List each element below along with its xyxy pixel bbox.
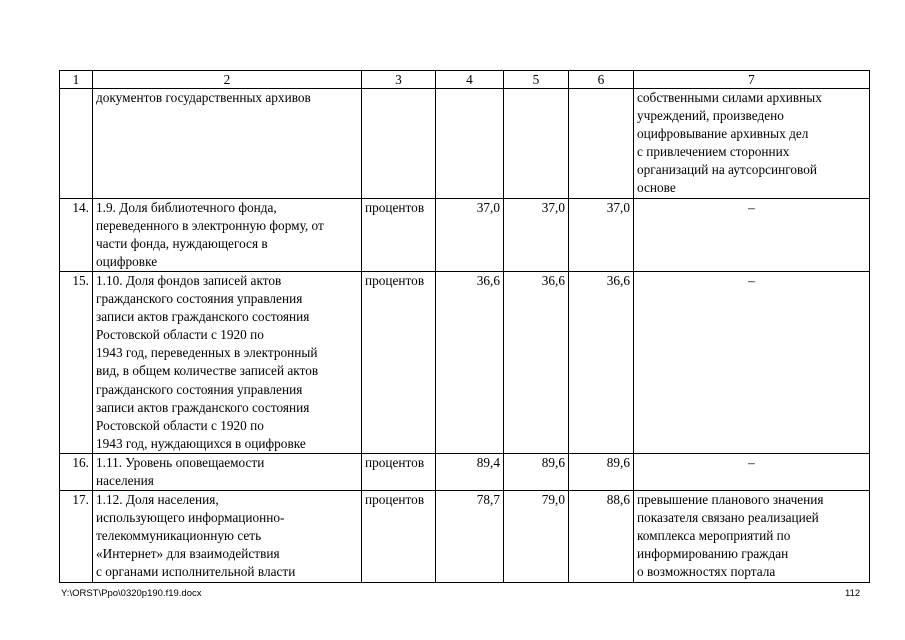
indicator-name-cell [93, 453, 362, 490]
column-header: 1 [60, 71, 93, 89]
cell-line: записи актов гражданского состояния [96, 309, 310, 325]
note-cell [634, 271, 870, 453]
cell-line: гражданского состояния управления [96, 381, 303, 397]
note-cell [634, 89, 870, 199]
cell-line: оцифровывание архивных дел [637, 126, 809, 142]
cell-text: 89,6 [541, 454, 565, 470]
cell-text: 78,7 [476, 492, 500, 508]
cell-text: процентов [365, 272, 425, 288]
cell-line: с привлечением сторонних [637, 144, 790, 160]
cell-text: 79,0 [541, 492, 565, 508]
cell-line: Ростовской области с 1920 по [96, 417, 264, 433]
cell-text: 37,0 [476, 199, 500, 215]
cell-line: переведенного в электронную форму, от [96, 217, 324, 233]
row-number-cell [60, 271, 93, 453]
cell-line: 1.9. Доля библиотечного фонда, [96, 199, 277, 215]
cell-text: 36,6 [476, 272, 500, 288]
cell-text: 88,6 [606, 492, 630, 508]
row-number-cell [60, 198, 93, 271]
value-cell-6 [569, 491, 634, 582]
cell-line: о возможностях портала [637, 564, 776, 580]
column-header: 3 [362, 71, 436, 89]
cell-text: 89,4 [476, 454, 500, 470]
value-cell-4 [436, 491, 504, 582]
cell-line: превышение планового значения [637, 492, 824, 508]
cell-line: документов государственных архивов [96, 90, 311, 105]
cell-text: 17. [72, 492, 89, 508]
value-cell-6 [569, 453, 634, 490]
cell-line: вид, в общем количестве записей актов [96, 363, 319, 379]
table-row [60, 453, 870, 490]
unit-cell [362, 198, 436, 271]
cell-line: 1.10. Доля фондов записей актов [96, 272, 282, 288]
table-row [60, 89, 870, 199]
cell-line: 1.12. Доля населения, [96, 492, 219, 508]
indicator-name-cell [93, 198, 362, 271]
cell-line: учреждений, произведено [637, 108, 784, 124]
cell-line: Ростовской области с 1920 по [96, 327, 264, 343]
cell-line: населения [96, 472, 154, 488]
cell-line: показателя связано реализацией [637, 510, 819, 526]
unit-cell [362, 491, 436, 582]
cell-line: – [748, 454, 755, 470]
value-cell-5 [504, 271, 569, 453]
column-header: 5 [504, 71, 569, 89]
note-cell [634, 491, 870, 582]
cell-line: телекоммуникационную сеть [96, 528, 262, 544]
indicator-name-cell [93, 271, 362, 453]
table-row [60, 491, 870, 582]
cell-line: 1.11. Уровень оповещаемости [96, 454, 265, 470]
row-number-cell [60, 89, 93, 199]
value-cell-6 [569, 89, 634, 199]
cell-line: собственными силами архивных [637, 90, 822, 105]
note-cell [634, 198, 870, 271]
cell-text: 89,6 [606, 454, 630, 470]
value-cell-5 [504, 453, 569, 490]
column-number-row [60, 71, 870, 89]
cell-line: гражданского состояния управления [96, 291, 303, 307]
cell-text: процентов [365, 492, 425, 508]
value-cell-5 [504, 89, 569, 199]
value-cell-5 [504, 198, 569, 271]
unit-cell [362, 89, 436, 199]
indicators-table [59, 70, 870, 583]
cell-line: записи актов гражданского состояния [96, 399, 310, 415]
value-cell-4 [436, 453, 504, 490]
cell-text: 14. [72, 199, 89, 215]
column-header: 2 [93, 71, 362, 89]
unit-cell [362, 453, 436, 490]
cell-line: – [748, 199, 755, 215]
file-path: Y:\ORST\Ppo\0320p190.f19.docx [61, 588, 202, 599]
indicator-name-cell [93, 89, 362, 199]
cell-line: использующего информационно- [96, 510, 285, 526]
table-row [60, 271, 870, 453]
indicator-name-cell [93, 491, 362, 582]
cell-text: 16. [72, 454, 89, 470]
column-header: 4 [436, 71, 504, 89]
cell-line: основе [637, 180, 676, 196]
cell-text: 37,0 [606, 199, 630, 215]
row-number-cell [60, 453, 93, 490]
note-cell [634, 453, 870, 490]
unit-cell [362, 271, 436, 453]
value-cell-4 [436, 89, 504, 199]
cell-line: «Интернет» для взаимодействия [96, 546, 280, 562]
cell-line: информированию граждан [637, 546, 789, 562]
value-cell-6 [569, 271, 634, 453]
cell-text: процентов [365, 199, 425, 215]
value-cell-6 [569, 198, 634, 271]
cell-text: 15. [72, 272, 89, 288]
cell-line: части фонда, нуждающегося в [96, 235, 268, 251]
cell-line: с органами исполнительной власти [96, 564, 296, 580]
row-number-cell [60, 491, 93, 582]
value-cell-4 [436, 198, 504, 271]
cell-text: 36,6 [606, 272, 630, 288]
value-cell-5 [504, 491, 569, 582]
column-header: 7 [634, 71, 870, 89]
value-cell-4 [436, 271, 504, 453]
cell-line: комплекса мероприятий по [637, 528, 791, 544]
table-body [60, 89, 870, 583]
cell-line: оцифровке [96, 253, 158, 269]
table-row [60, 198, 870, 271]
cell-line: организаций на аутсорсинговой [637, 162, 817, 178]
cell-text: 37,0 [541, 199, 565, 215]
cell-line: 1943 год, переведенных в электронный [96, 345, 318, 361]
column-header: 6 [569, 71, 634, 89]
page-number: 112 [845, 588, 861, 599]
cell-text: 36,6 [541, 272, 565, 288]
cell-line: – [748, 272, 755, 288]
cell-line: 1943 год, нуждающихся в оцифровке [96, 435, 306, 451]
cell-text: процентов [365, 454, 425, 470]
